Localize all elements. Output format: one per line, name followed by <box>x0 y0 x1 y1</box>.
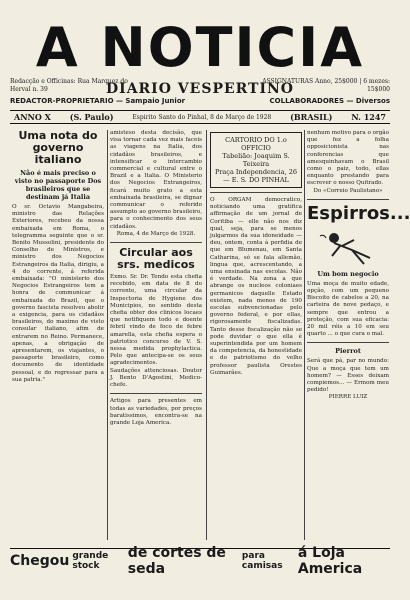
masthead-bar <box>10 97 390 109</box>
article-continuation: nenhum motivo para o orgão que fez a folha opposicionista nas conferencias que amesquinhavam o Brasil como o paiz, todo, ellas enquanto prestando para escrever o nosso Quitrado. <box>307 130 389 187</box>
newspaper-title: A NOTICIA <box>35 16 365 79</box>
sneezing-figure-illustration <box>312 228 384 266</box>
notary-title: CARTORIO DO 1.o OFFICIO <box>225 136 287 152</box>
issue-number: N. 1247 <box>351 112 386 122</box>
notary-address: Praça Independencia, 26 — E. S. DO PINHAL <box>214 168 298 184</box>
footer-advertisement <box>10 545 390 577</box>
advertisement: Artigos para presentes em todas as variedades, por preços baratissimos, encontra-se na grande Loja America. <box>110 398 202 426</box>
column-rule <box>107 130 108 540</box>
collaborators-line: COLLABORADORES — Diversos <box>269 97 390 105</box>
article-headline: Uma nota do governo italiano <box>18 129 98 166</box>
masthead-subscriptions: ASSIGNATURAS Anno, 25$000 | 6 mezes: 15$000 <box>262 78 390 93</box>
article-signoff: Roma, 4 de Março de 1928. <box>116 230 196 237</box>
footer-ad-text-c: de cortes de seda <box>127 545 226 577</box>
notary-name: Tabelião: Joaquim S. Teixeira <box>222 152 290 168</box>
column-2 <box>110 130 202 540</box>
column-4 <box>307 130 410 540</box>
footer-ad-text-e: á Loja America <box>297 545 363 577</box>
column-3 <box>210 130 302 540</box>
article-body: Uma moça de muito edade, opção, com um pequeno Biscoito de cabelos a 20, na carteira de nove pedaço, e sempre que entrou a proteção, com sua eficacia: 20 mil réis a 10 em seu quarto ... o que cura o mal. <box>307 280 389 338</box>
dateline <box>10 110 390 124</box>
editor-line: REDACTOR-PROPRIETARIO — Sampaio Junior <box>10 97 186 105</box>
article-headline: Espirros... <box>307 202 410 224</box>
footer-ad-text-d: para camisas <box>241 551 283 571</box>
article-body: Exmo. Sr. Dr. Tendo esta chefia recebido, em data de 8 do corrente, uma circular da Inspectoria de Hygiene dos Municipios, no sentido desta chefia obter dos clinicos locaes que notifiquem todo e doente febril vindo de foco de febre amarella, esta chefia espera o patriotico concurso de V. S. nessa medida prophylactica. Pelo que antecipa-se os seus agradecimentos. <box>110 274 202 367</box>
column-rule <box>206 130 207 540</box>
footer-ad-text-a: Chegou <box>10 553 70 569</box>
country-label: (BRASIL) <box>290 112 333 122</box>
column-1 <box>12 130 104 540</box>
article-closing: Saudações attenciosas. Doutor J. Bento D'Agostini, Medico-chefe. <box>110 367 202 389</box>
article-headline: Circular aos srs. medicos <box>117 246 195 272</box>
article-body: O sr. Octavio Mangabeira, ministro das Relações Exteriores, recebeu da nossa embaixada em Roma, o telegramma seguinte que o sr. Benito Mussolini, presidente do Conselho de Ministros, e ministro dos Negocios Estrangeiros da Italia, dirigiu, a 4 do corrente, á referida embaixada: "O ministerio dos Negocios Estrangeiros tem a honra de communicar á embaixada do Brazil, que o governo fascista resolveu abolir a exigencia, para os cidadãos brasileiros, do maximo de visto consular italiano, afim de entrarem no Reino. Permanece, apenas, a obrigação de apresentarem, os viajantes, o passaporte brasileiro, como documento de identidade pessoal, e do regressar para a sua patria." <box>12 204 104 383</box>
column-rule <box>304 130 305 540</box>
newspaper-subtitle: DIARIO VESPERTINO <box>106 81 294 97</box>
divider <box>110 393 202 394</box>
masthead-address: Redacção e Officinas: Rua Marquez do Herval n. 39 <box>10 78 128 93</box>
city-label: (S. Paulo) <box>69 112 114 122</box>
footer-ad-text-b: grande stock <box>72 551 109 571</box>
divider <box>307 342 389 343</box>
notary-box <box>210 132 302 188</box>
poem-signature: PIERRE LUIZ <box>328 394 368 401</box>
poem-text: Será que pá, par no mundo: Que a moça que tem um homem? — Esses deixam compiemos... — Ermom meu pedido! <box>307 358 389 394</box>
date-label: Espirito Santo do Pinhal, 8 de Março de 1928 <box>132 113 272 121</box>
article-body: O ORGAM democratico, noticiando uma gratifica affirmação de um jornal de Coritiba — elle não nos diz qual, seja, para se menos julgarmos da sua idoneidade — deu, ontem, conta á perfidia de que em Blumenau, em Santa Catharina, só se fala allemão, lingua que, acrescentando, a uma ensinada nas escolas. Não é verdade. Na zona a que abrange os nucleos coloniaes germanicos daquelle Estado existem, nada menos de 190 escolas subvencionadas pelo governo federal, e por ellas, rigorosamente fiscalizadas. Tanto desse fiscalização não se pode duvidar o que ella é superintendida por um homem da competencia, da honestidade e do patriotismo do velho professor paulista Orestes Guimarães. <box>210 197 302 376</box>
poem-title: Pierrot <box>335 347 361 356</box>
divider <box>210 192 302 193</box>
divider <box>110 242 202 243</box>
year-label: ANNO X <box>14 112 51 122</box>
article-continuation: amisteso desta decisão, que visa tornar cada vez mais faceis as viagens na Italia, dos cidadãos brasileiros, e intensificar o intercambio commercial e cultural entre o Brazil e a Italia. O Ministerio dos Negocios Extrangeiros, ficará muito grato a esta embaixada brasileira, se dignar communicar o referido assumpto ao governo brasileiro, para o conhecimento dos seus cidadãos. <box>110 130 202 230</box>
masthead <box>10 18 390 114</box>
article-attribution: Do «Correio Paulistano» <box>313 187 383 194</box>
article-subhead: Não é mais preciso o visto no passaporte Dos brasileiros que se destinam já Italia <box>14 169 102 201</box>
divider <box>307 199 389 200</box>
illustration-caption: Um bom negocio <box>317 269 379 278</box>
